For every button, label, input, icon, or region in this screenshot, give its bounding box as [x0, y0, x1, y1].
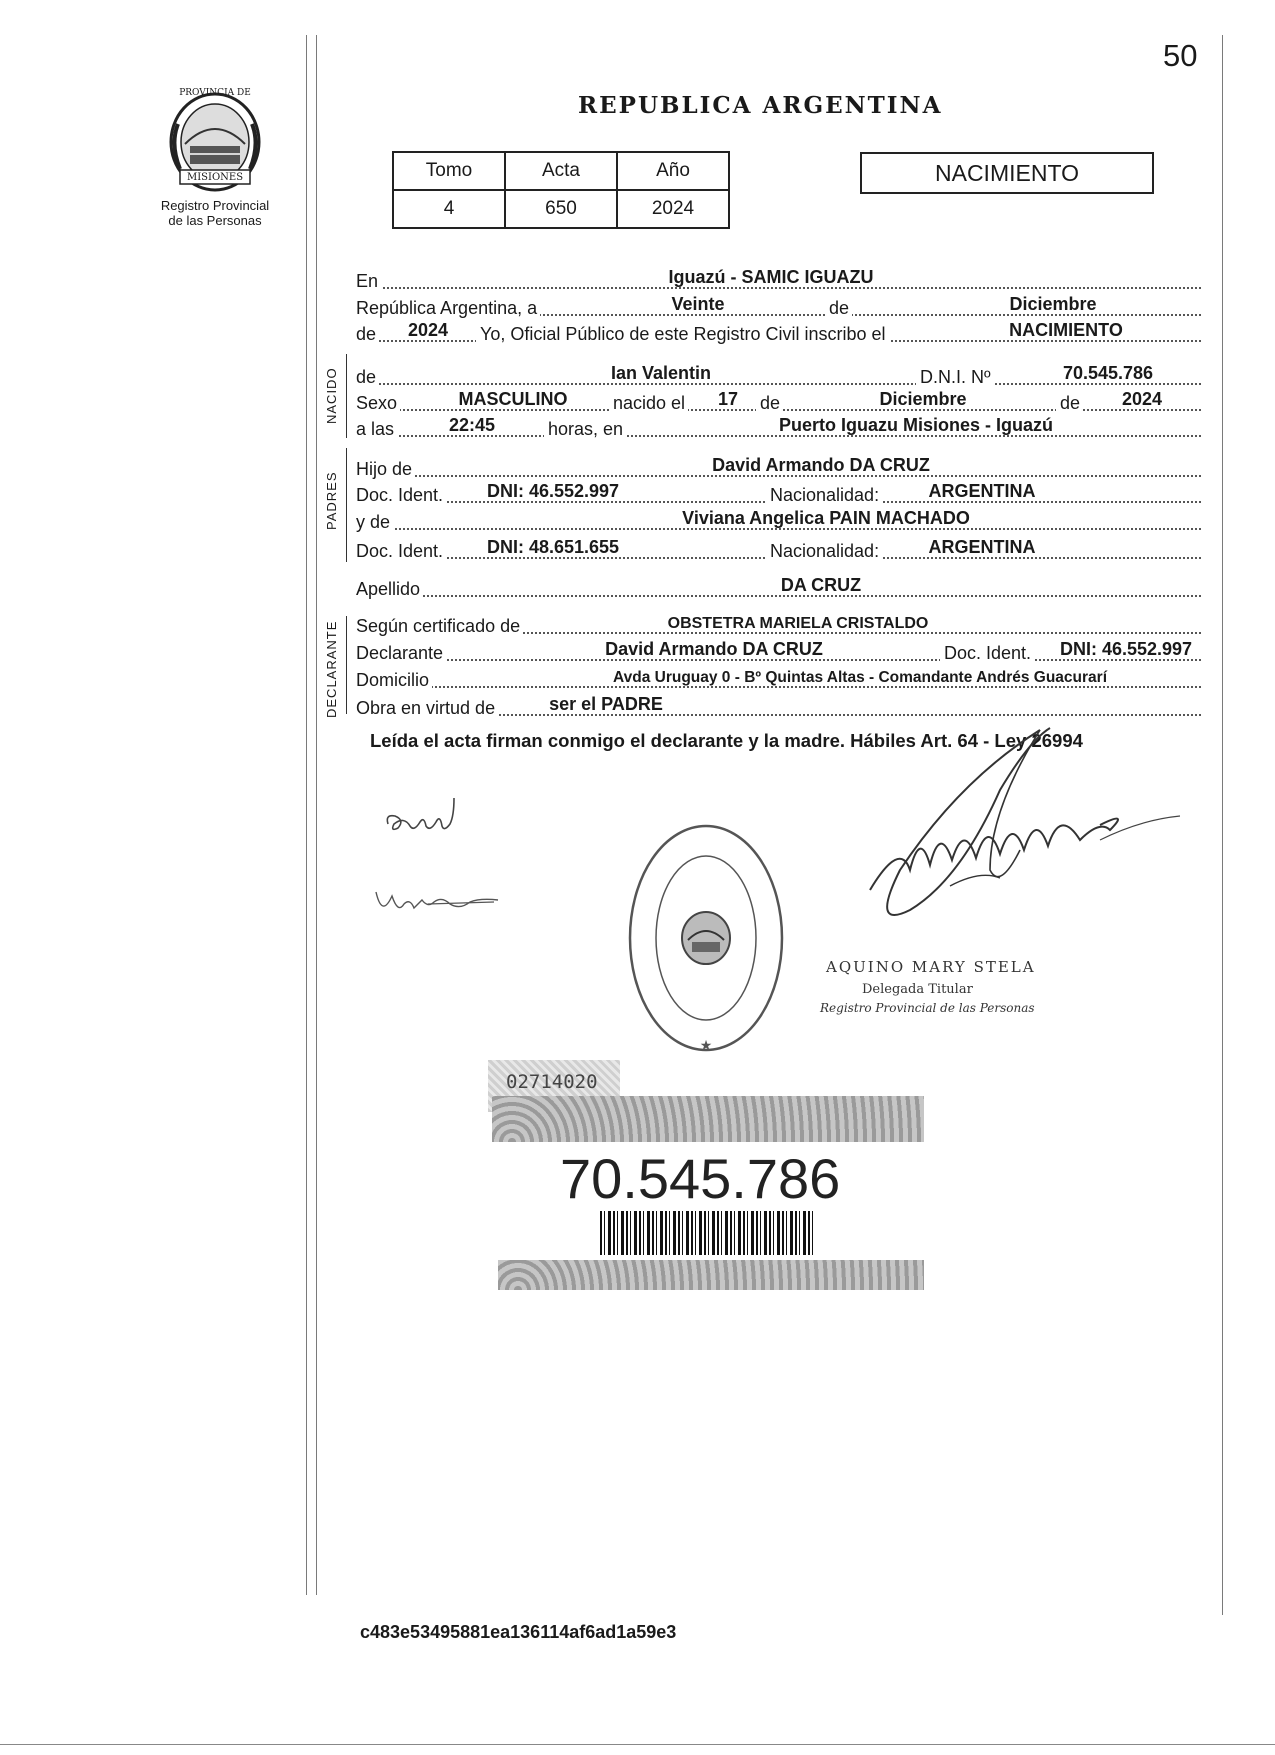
madre-nac-value: ARGENTINA — [928, 537, 1036, 557]
left-margin-line-2 — [316, 35, 317, 1595]
y-de-label: y de — [356, 512, 393, 533]
document-hash: c483e53495881ea136114af6ad1a59e3 — [360, 1622, 677, 1642]
nacido-section-line — [346, 354, 347, 438]
de-mes-label: de — [1056, 393, 1083, 414]
row-obra — [356, 693, 1201, 719]
row-hora — [356, 414, 1201, 440]
declarante-side-label: DECLARANTE — [324, 620, 339, 718]
registry-caption-line1: Registro Provincial — [160, 198, 270, 213]
tomo-value: 4 — [393, 190, 505, 228]
declarante-label: Declarante — [356, 643, 446, 664]
padre-doc-value: DNI: 46.552.997 — [486, 481, 620, 501]
cert-label: Según certificado de — [356, 616, 523, 637]
declarante-doc-label: Doc. Ident. — [940, 643, 1034, 664]
sticker-top-band — [492, 1096, 924, 1142]
row-madre-doc — [356, 536, 1201, 562]
nacido-side-label: NACIDO — [324, 367, 339, 424]
dni-label: D.N.I. Nº — [916, 367, 994, 388]
declarante-section-line — [346, 616, 347, 714]
official-handwritten-signature — [840, 720, 1220, 985]
legal-closing-text: Leída el acta firman conmigo el declarante y la madre. Hábiles Art. 64 - Ley 26994 — [370, 730, 1083, 751]
cert-value: OBSTETRA MARIELA CRISTALDO — [667, 615, 929, 632]
sexo-label: Sexo — [356, 393, 400, 414]
declarante-value: David Armando DA CRUZ — [605, 639, 823, 659]
row-domicilio — [356, 665, 1201, 691]
domicilio-value: Avda Uruguay 0 - Bº Quintas Altas - Comandante Andrés Guacurarí — [612, 669, 1108, 686]
horas-en-label: horas, en — [544, 419, 626, 440]
republica-label: República Argentina, a — [356, 298, 540, 319]
dia-nac-value: 17 — [717, 389, 739, 409]
registry-seal-stamp — [626, 822, 786, 1059]
registry-caption — [140, 198, 290, 228]
declarant-handwritten-signature — [380, 786, 490, 851]
tomo-header: Tomo — [393, 152, 505, 190]
nombre-value: Ian Valentin — [610, 363, 712, 383]
document-title: REPUBLICA ARGENTINA — [578, 92, 943, 119]
a-las-label: a las — [356, 419, 397, 440]
dia-value: Veinte — [671, 294, 725, 314]
page-number: 50 — [1163, 38, 1198, 73]
de-nombre-label: de — [356, 367, 379, 388]
madre-doc-value: DNI: 48.651.655 — [486, 537, 620, 557]
row-oficial — [356, 319, 1201, 345]
row-declarante — [356, 638, 1201, 664]
row-apellido — [356, 574, 1201, 600]
declarante-doc-value: DNI: 46.552.997 — [1059, 639, 1193, 659]
row-sexo — [356, 388, 1201, 414]
madre-doc-label: Doc. Ident. — [356, 541, 446, 562]
row-nombre — [356, 362, 1201, 388]
row-hijo-de — [356, 454, 1201, 480]
padre-value: David Armando DA CRUZ — [712, 455, 930, 475]
anio-value-preamble: 2024 — [407, 320, 449, 340]
record-table — [392, 151, 730, 229]
row-padre-doc — [356, 480, 1201, 506]
en-label: En — [356, 271, 381, 292]
acta-header: Acta — [505, 152, 617, 190]
official-org: Registro Provincial de las Personas — [820, 1001, 1035, 1015]
madre-nac-label: Nacionalidad: — [766, 541, 882, 562]
lugar-value: Puerto Iguazu Misiones - Iguazú — [778, 415, 1054, 435]
de-dia-label: de — [756, 393, 783, 414]
padres-section-line — [346, 448, 347, 562]
sexo-value: MASCULINO — [458, 389, 568, 409]
sticker-bottom-band — [498, 1260, 924, 1290]
row-y-de — [356, 507, 1201, 533]
madre-value: Viviana Angelica PAIN MACHADO — [682, 508, 970, 528]
padres-side-label: PADRES — [324, 471, 339, 530]
apellido-value: DA CRUZ — [780, 575, 862, 595]
nacido-el-label: nacido el — [609, 393, 688, 414]
anio-header: Año — [617, 152, 729, 190]
left-margin-line — [306, 35, 307, 1595]
logo-top-text: PROVINCIA DE — [179, 88, 251, 98]
acto-value: NACIMIENTO — [1009, 320, 1123, 340]
act-type-box: NACIMIENTO — [860, 152, 1154, 194]
row-en — [356, 266, 1201, 292]
en-value: Iguazú - SAMIC IGUAZU — [668, 267, 874, 287]
sticker-serial: 02714020 — [506, 1071, 598, 1093]
anio-value: 2024 — [617, 190, 729, 228]
official-name: AQUINO MARY STELA — [826, 958, 1036, 976]
right-margin-line — [1222, 35, 1223, 1615]
obra-value: ser el PADRE — [549, 694, 663, 714]
domicilio-label: Domicilio — [356, 670, 432, 691]
dni-value: 70.545.786 — [1062, 363, 1154, 383]
mes-value: Diciembre — [1009, 294, 1097, 314]
sticker-barcode — [600, 1211, 814, 1255]
hijo-de-label: Hijo de — [356, 459, 415, 480]
hora-value: 22:45 — [448, 415, 496, 435]
apellido-label: Apellido — [356, 579, 423, 600]
logo-bottom-text: MISIONES — [186, 172, 244, 183]
padre-nac-label: Nacionalidad: — [766, 485, 882, 506]
row-republica — [356, 293, 1201, 319]
registry-caption-line2: de las Personas — [168, 213, 262, 228]
mes-nac-value: Diciembre — [879, 389, 967, 409]
dni-sticker — [492, 1096, 924, 1290]
bottom-edge-line — [0, 1744, 1275, 1745]
de-label: de — [826, 298, 852, 319]
svg-text:★: ★ — [699, 1037, 713, 1053]
mother-handwritten-signature — [370, 878, 510, 933]
row-certificado — [356, 611, 1201, 637]
padre-nac-value: ARGENTINA — [928, 481, 1036, 501]
obra-label: Obra en virtud de — [356, 698, 498, 719]
de2-label: de — [356, 324, 379, 345]
oficial-text: Yo, Oficial Público de este Registro Civil inscribo el — [476, 324, 889, 345]
official-title: Delegada Titular — [862, 982, 973, 997]
padre-doc-label: Doc. Ident. — [356, 485, 446, 506]
acta-value: 650 — [505, 190, 617, 228]
sticker-dni-number: 70.545.786 — [560, 1147, 841, 1210]
anio-nac-value: 2024 — [1121, 389, 1163, 409]
